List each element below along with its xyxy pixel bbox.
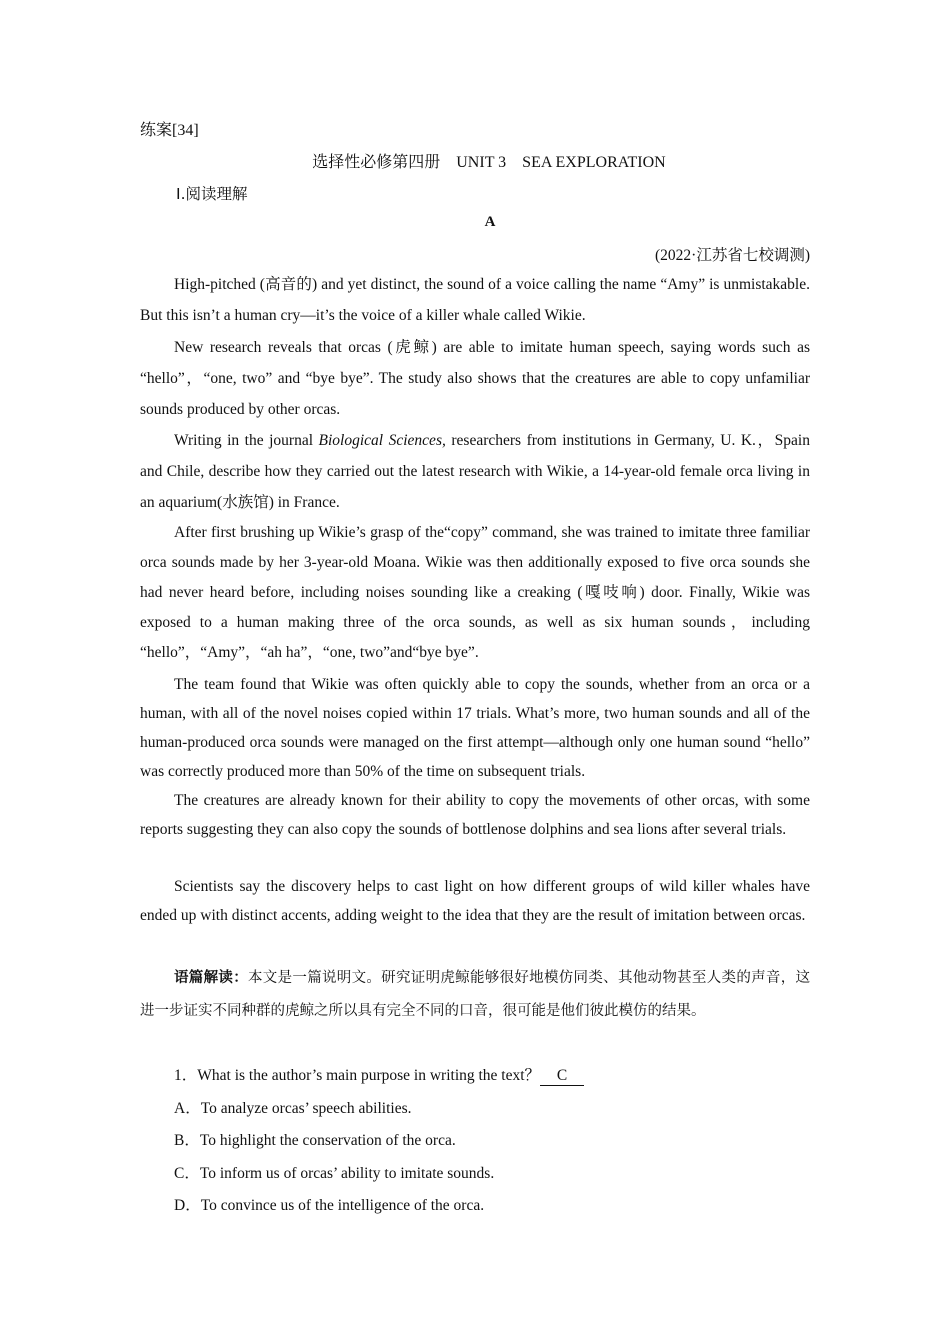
- analysis-text: 本文是一篇说明文。研究证明虎鲸能够很好地模仿同类、其他动物甚至人类的声音，这进一步证实不同种群的虎鲸之所以具有完全不同的口音，很可能是他们彼此模仿的结果。: [140, 970, 811, 1019]
- passage-paragraph-6: The creatures are already known for their ability to copy the movements of other orcas, with some reports suggesting they can also copy the sounds of bottlenose dolphins and sea lions after several trials.: [140, 792, 810, 838]
- analysis-label: 语篇解读：: [174, 969, 248, 986]
- part-label: A: [484, 214, 496, 230]
- option-b[interactable]: B．To highlight the conservation of the orca.: [174, 1132, 456, 1149]
- option-a[interactable]: A．To analyze orcas’ speech abilities.: [174, 1100, 412, 1117]
- question-1: [174, 1063, 810, 1086]
- section-heading: Ⅰ.阅读理解: [176, 185, 248, 203]
- p3-text-after: researchers from institutions in Germany, U. K.，Spain and Chile, describe how they carried out the latest research with Wikie, a 14-year-old female orca living in an aquarium(水族馆) in France.: [140, 432, 810, 511]
- passage-paragraph-4: After first brushing up Wikie’s grasp of the“copy” command, she was trained to imitate three familiar orca sounds made by her 3-year-old Moana. Wikie was then additionally exposed to five orca sounds she had never heard before, including noises sounding like a creaking (嘎吱响) door. Finally, Wikie was exposed to a human making three of the orca sounds, as well as six human sounds，including “hello”，“Amy”，“ah ha”，“one, two”and“bye bye”.: [140, 524, 810, 661]
- passage-paragraph-5: The team found that Wikie was often quickly able to copy the sounds, whether from an orca or a human, with all of the novel noises copied within 17 trials. What’s more, two human sounds and all of the human-produced orca sounds were managed on the first attempt—although only one human sound “hello” was correctly produced more than 50% of the time on subsequent trials.: [140, 676, 810, 780]
- passage-paragraph-7: Scientists say the discovery helps to cast light on how different groups of wild killer whales have ended up with distinct accents, adding weight to the idea that they are the result of imitation between orcas.: [140, 878, 810, 924]
- source-note: (2022·江苏省七校调测): [655, 247, 810, 264]
- passage-analysis: [140, 961, 810, 1028]
- passage-paragraph-1: High-pitched (高音的) and yet distinct, the sound of a voice calling the name “Amy” is unmistakable. But this isn’t a human cry—it’s the voice of a killer whale called Wikie.: [140, 276, 810, 324]
- passage-paragraph-3: [140, 425, 810, 518]
- unit-title: 选择性必修第四册 UNIT 3 SEA EXPLORATION: [312, 154, 666, 171]
- question-stem: 1．What is the author’s main purpose in writing the text？: [174, 1067, 541, 1084]
- option-c[interactable]: C．To inform us of orcas’ ability to imitate sounds.: [174, 1165, 495, 1182]
- lesson-number: 练案[34]: [140, 122, 199, 139]
- option-d[interactable]: D．To convince us of the intelligence of the orca.: [174, 1197, 485, 1214]
- p3-text-before: Writing in the journal: [174, 432, 319, 449]
- journal-name: Biological Sciences,: [318, 432, 446, 449]
- passage-paragraph-2: New research reveals that orcas (虎鲸) are able to imitate human speech, saying words such as “hello”，“one, two” and “bye bye”. The study also shows that the creatures are able to copy unfamiliar sounds produced by other orcas.: [140, 339, 810, 418]
- answer-blank[interactable]: C: [540, 1067, 584, 1086]
